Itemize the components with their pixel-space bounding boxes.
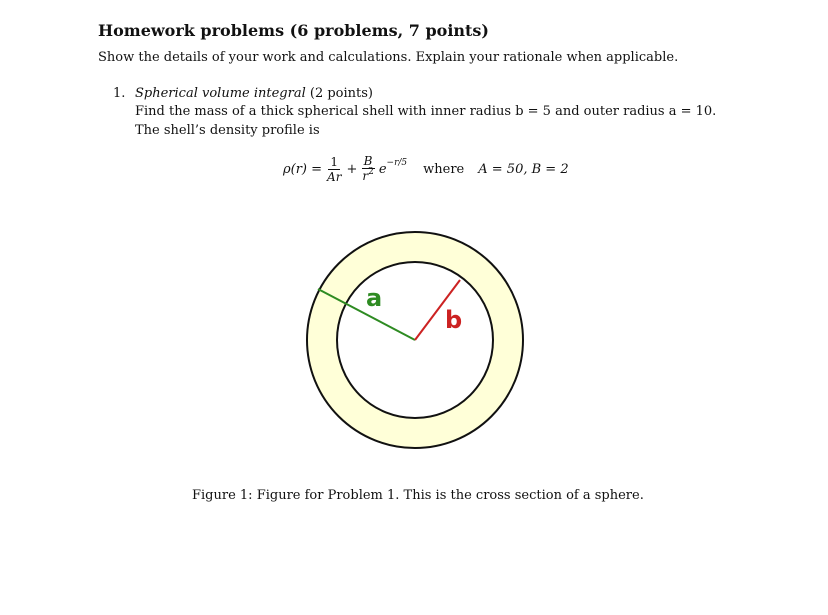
fraction-b-over-r2 bbox=[360, 154, 375, 185]
denominator-exponent: 2 bbox=[368, 166, 374, 177]
fraction-denominator bbox=[360, 166, 375, 185]
exponential-base: e bbox=[378, 161, 387, 177]
where-keyword: where bbox=[423, 161, 465, 177]
page-heading: Homework problems (6 problems, 7 points) bbox=[98, 21, 489, 40]
inner-radius-label: b bbox=[445, 306, 463, 334]
denominator-base: r bbox=[362, 168, 369, 183]
plus-sign: + bbox=[346, 161, 358, 177]
problem-title: Spherical volume integral bbox=[135, 86, 306, 101]
formula-parameters: A = 50, B = 2 bbox=[478, 161, 569, 177]
figure-caption: Figure 1: Figure for Problem 1. This is the cross section of a sphere. bbox=[192, 488, 644, 503]
fraction-one-over-ar bbox=[325, 155, 343, 184]
problem-title-line bbox=[135, 86, 373, 101]
density-formula bbox=[283, 152, 569, 186]
instructions-text: Show the details of your work and calculations. Explain your rationale when applicable. bbox=[98, 50, 679, 65]
shell-cross-section-figure bbox=[300, 228, 530, 458]
problem-points: (2 points) bbox=[309, 86, 373, 101]
outer-radius-label: a bbox=[366, 284, 383, 312]
problem-statement: Find the mass of a thick spherical shell with inner radius b = 5 and outer radius a = 10. The shell’s density profile is bbox=[135, 104, 717, 138]
formula-lhs: ρ(r) = bbox=[283, 161, 323, 177]
fraction-numerator: B bbox=[363, 153, 373, 168]
fraction-numerator: 1 bbox=[330, 154, 339, 169]
exponential-power: −r/5 bbox=[386, 158, 408, 168]
problem-number: 1. bbox=[113, 86, 126, 101]
fraction-denominator: Ar bbox=[327, 169, 342, 184]
